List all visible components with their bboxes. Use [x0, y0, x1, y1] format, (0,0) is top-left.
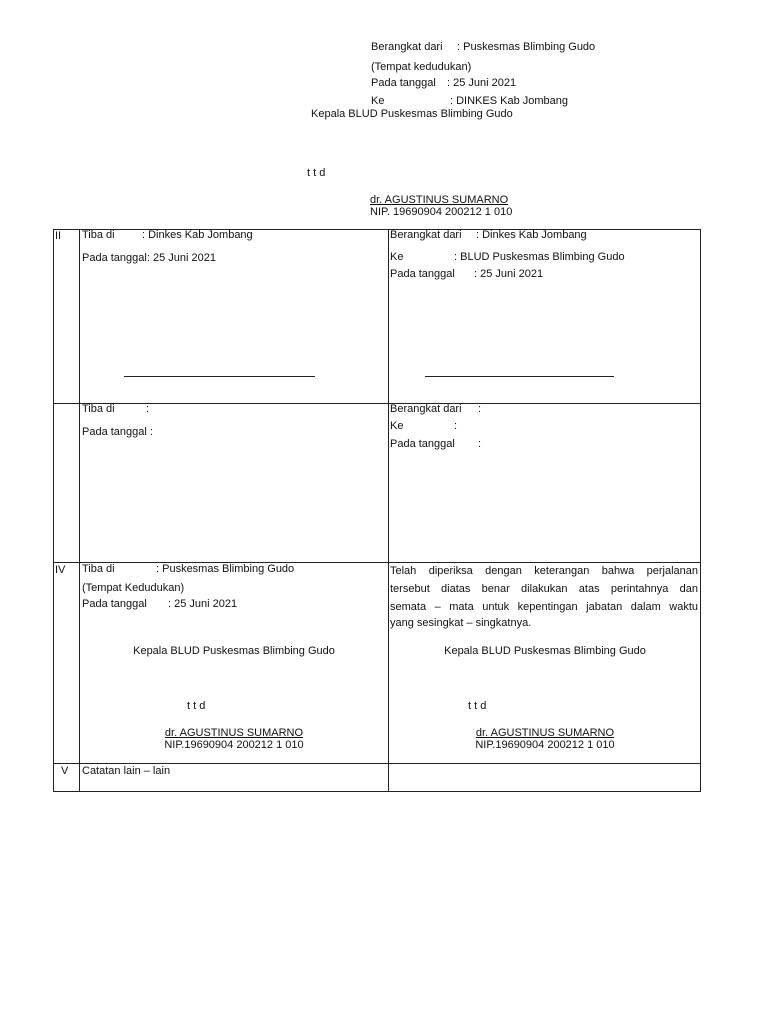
section-iv-statement-line-4: yang sesingkat – singkatnya. [390, 617, 532, 629]
section-iv-statement-line-3: semata – mata untuk kepentingan jabatan dalam waktu [390, 601, 698, 613]
section-iv-tiba-value: : Puskesmas Blimbing Gudo [156, 563, 295, 575]
section-iv-statement-line-1: Telah diperiksa dengan keterangan bahwa perjalanan [390, 565, 698, 577]
section-ii-ke-value: : BLUD Puskesmas Blimbing Gudo [454, 251, 625, 263]
section-iv-tanggal-label: Pada tanggal [82, 598, 147, 610]
section-ii-right-tanggal-row [390, 268, 543, 280]
header-ke-label: Ke [371, 95, 385, 107]
header-ke-row [371, 95, 568, 107]
section-ii-ke-row [390, 251, 625, 263]
section-ii-berangkat-value: : Dinkes Kab Jombang [476, 229, 587, 241]
section-iv-left-kepala: Kepala BLUD Puskesmas Blimbing Gudo [133, 645, 335, 657]
header-ttd: t t d [307, 167, 326, 179]
section-iii-ke-value: : [454, 420, 458, 432]
section-iii-right-tanggal-label: Pada tanggal [390, 438, 455, 450]
header-berangkat-value: : Puskesmas Blimbing Gudo [457, 41, 596, 53]
header-tanggal-label: Pada tanggal [371, 77, 436, 89]
section-iv-tempat: (Tempat Kedudukan) [82, 582, 185, 594]
table-number-column-divider [79, 229, 80, 792]
header-kepala: Kepala BLUD Puskesmas Blimbing Gudo [311, 108, 513, 120]
header-berangkat-row [371, 41, 595, 53]
header-tempat: (Tempat kedudukan) [371, 61, 472, 73]
section-iv-left-ttd: t t d [187, 700, 206, 712]
section-iii-tanggal: Pada tanggal : [82, 426, 153, 438]
section-iv-tanggal-value: : 25 Juni 2021 [168, 598, 238, 610]
section-ii-left-signature-line [124, 376, 315, 377]
section-iv-right-signer-name: dr. AGUSTINUS SUMARNO [475, 727, 615, 739]
section-iv-left-signer-nip: NIP.19690904 200212 1 010 [164, 739, 304, 751]
travel-table [53, 229, 701, 792]
section-ii-tiba-label: Tiba di [82, 229, 115, 241]
section-ii-right-tanggal-value: : 25 Juni 2021 [474, 268, 544, 280]
section-iii-tiba-label: Tiba di [82, 403, 115, 415]
section-ii-ke-label: Ke [390, 251, 404, 263]
section-iii-ke-label: Ke [390, 420, 404, 432]
header-signer-nip: NIP. 19690904 200212 1 010 [370, 206, 513, 218]
section-iv-right-kepala: Kepala BLUD Puskesmas Blimbing Gudo [444, 645, 646, 657]
section-iii-berangkat-value: : [478, 403, 482, 415]
section-iii-ke-row [390, 420, 457, 432]
header-signer-name: dr. AGUSTINUS SUMARNO [370, 194, 509, 206]
header-berangkat-label: Berangkat dari [371, 41, 443, 53]
section-ii-tiba-value: : Dinkes Kab Jombang [142, 229, 253, 241]
section-iii-right-tanggal-row [390, 438, 481, 450]
header-tanggal-row [371, 77, 516, 89]
section-iv-statement-line-2: tersebut diatas benar dilakukan atas perintahnya dan [390, 583, 698, 595]
section-iv-right-signer-nip: NIP.19690904 200212 1 010 [475, 739, 615, 751]
section-ii-tiba-row [82, 229, 253, 241]
section-iii-berangkat-row [390, 403, 481, 415]
section-ii-right-signature-line [425, 376, 614, 377]
section-ii-berangkat-row [390, 229, 587, 241]
section-ii-berangkat-label: Berangkat dari [390, 229, 462, 241]
table-middle-divider [388, 229, 389, 792]
section-ii-right-tanggal-label: Pada tanggal [390, 268, 455, 280]
section-iii-tiba-value: : [146, 403, 150, 415]
header-ke-value: : DINKES Kab Jombang [450, 95, 569, 107]
section-iv-left-signer-name: dr. AGUSTINUS SUMARNO [164, 727, 304, 739]
section-iii-berangkat-label: Berangkat dari [390, 403, 462, 415]
section-ii-tanggal: Pada tanggal: 25 Juni 2021 [82, 252, 216, 264]
section-iii-right-tanggal-value: : [478, 438, 482, 450]
section-iv-tiba-row [82, 563, 294, 575]
section-iv-tanggal-row [82, 598, 237, 610]
section-v-number: V [61, 765, 69, 777]
section-iii-tiba-row [82, 403, 149, 415]
table-divider-iii [53, 403, 701, 404]
section-ii-number: II [55, 230, 62, 242]
section-iv-tiba-label: Tiba di [82, 563, 115, 575]
section-iv-number: IV [55, 564, 66, 576]
section-v-catatan: Catatan lain – lain [82, 765, 171, 777]
section-iv-right-ttd: t t d [468, 700, 487, 712]
header-tanggal-value: : 25 Juni 2021 [447, 77, 517, 89]
